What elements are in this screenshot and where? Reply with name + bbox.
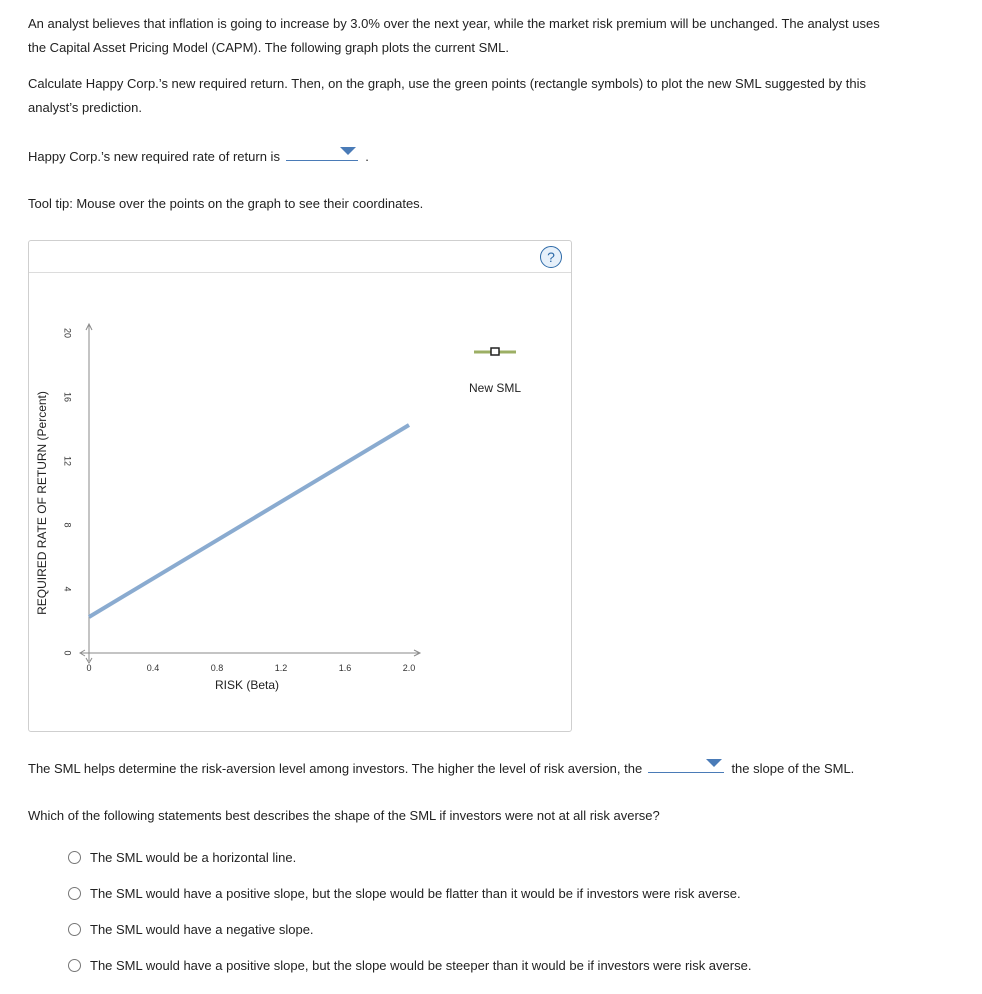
question-1-suffix: . xyxy=(365,149,369,164)
x-tick-label: 2.0 xyxy=(402,663,416,673)
y-tick-label: 0 xyxy=(62,650,73,656)
help-icon: ? xyxy=(547,249,555,265)
x-tick-label: 0.4 xyxy=(146,663,160,673)
x-tick-label: 1.2 xyxy=(274,663,288,673)
question-2-suffix: the slope of the SML. xyxy=(731,761,855,776)
radio-option-flatter[interactable] xyxy=(68,884,741,902)
intro-text xyxy=(28,12,958,60)
instruction-line-2: analyst’s prediction. xyxy=(28,100,142,115)
chart-series xyxy=(89,425,409,617)
y-tick-label: 4 xyxy=(62,586,73,592)
y-tick-label: 8 xyxy=(62,522,73,528)
intro-line-1: An analyst believes that inflation is going to increase by 3.0% over the next year, while the market risk premium will be unchanged. The analyst uses xyxy=(28,16,880,31)
chart-axes xyxy=(80,324,420,663)
x-tick-label: 1.6 xyxy=(338,663,352,673)
radio-option-negative[interactable] xyxy=(68,920,314,938)
instruction-text xyxy=(28,72,958,120)
y-tick-label: 12 xyxy=(62,455,73,467)
y-tick-label: 16 xyxy=(62,391,73,403)
sml-chart[interactable] xyxy=(29,241,571,731)
y-tick-label: 20 xyxy=(62,327,73,339)
x-tick-label: 0.8 xyxy=(210,663,224,673)
radio-button[interactable] xyxy=(68,851,81,864)
y-axis-title: REQUIRED RATE OF RETURN (Percent) xyxy=(35,391,49,615)
question-2 xyxy=(28,756,958,781)
radio-button[interactable] xyxy=(68,923,81,936)
slope-dropdown[interactable] xyxy=(648,756,724,773)
question-2-prefix: The SML helps determine the risk-aversion level among investors. The higher the level of risk aversion, the xyxy=(28,761,643,776)
rectangle-symbol-icon[interactable] xyxy=(491,348,499,355)
chevron-down-icon xyxy=(340,147,356,155)
tooltip-hint: Tool tip: Mouse over the points on the graph to see their coordinates. xyxy=(28,196,424,211)
chart-ticks xyxy=(35,328,415,692)
radio-button[interactable] xyxy=(68,887,81,900)
chevron-down-icon xyxy=(706,759,722,767)
instruction-line-1: Calculate Happy Corp.’s new required return. Then, on the graph, use the green points (rectangle symbols) to plot the new SML suggested by this xyxy=(28,76,867,91)
new-sml-legend-label: New SML xyxy=(468,381,522,395)
radio-option-horizontal[interactable] xyxy=(68,848,296,866)
radio-option-steeper[interactable] xyxy=(68,956,751,974)
question-1 xyxy=(28,144,958,169)
question-1-prefix: Happy Corp.’s new required rate of return is xyxy=(28,149,280,164)
x-axis-title: RISK (Beta) xyxy=(214,678,280,692)
required-return-dropdown[interactable] xyxy=(286,144,358,161)
radio-label: The SML would have a negative slope. xyxy=(90,921,314,937)
radio-label: The SML would have a positive slope, but the slope would be flatter than it would be if investors were risk averse. xyxy=(90,885,741,901)
radio-button[interactable] xyxy=(68,959,81,972)
radio-label: The SML would have a positive slope, but the slope would be steeper than it would be if investors were risk averse. xyxy=(90,957,752,973)
radio-label: The SML would be a horizontal line. xyxy=(90,849,297,865)
graph-panel xyxy=(28,240,572,732)
question-3-prompt: Which of the following statements best describes the shape of the SML if investors were not at all risk averse? xyxy=(28,808,660,823)
chart-legend[interactable] xyxy=(469,348,521,395)
intro-line-2: the Capital Asset Pricing Model (CAPM). The following graph plots the current SML. xyxy=(28,40,509,55)
x-tick-label: 0 xyxy=(86,663,92,673)
current-sml-line xyxy=(89,425,409,617)
